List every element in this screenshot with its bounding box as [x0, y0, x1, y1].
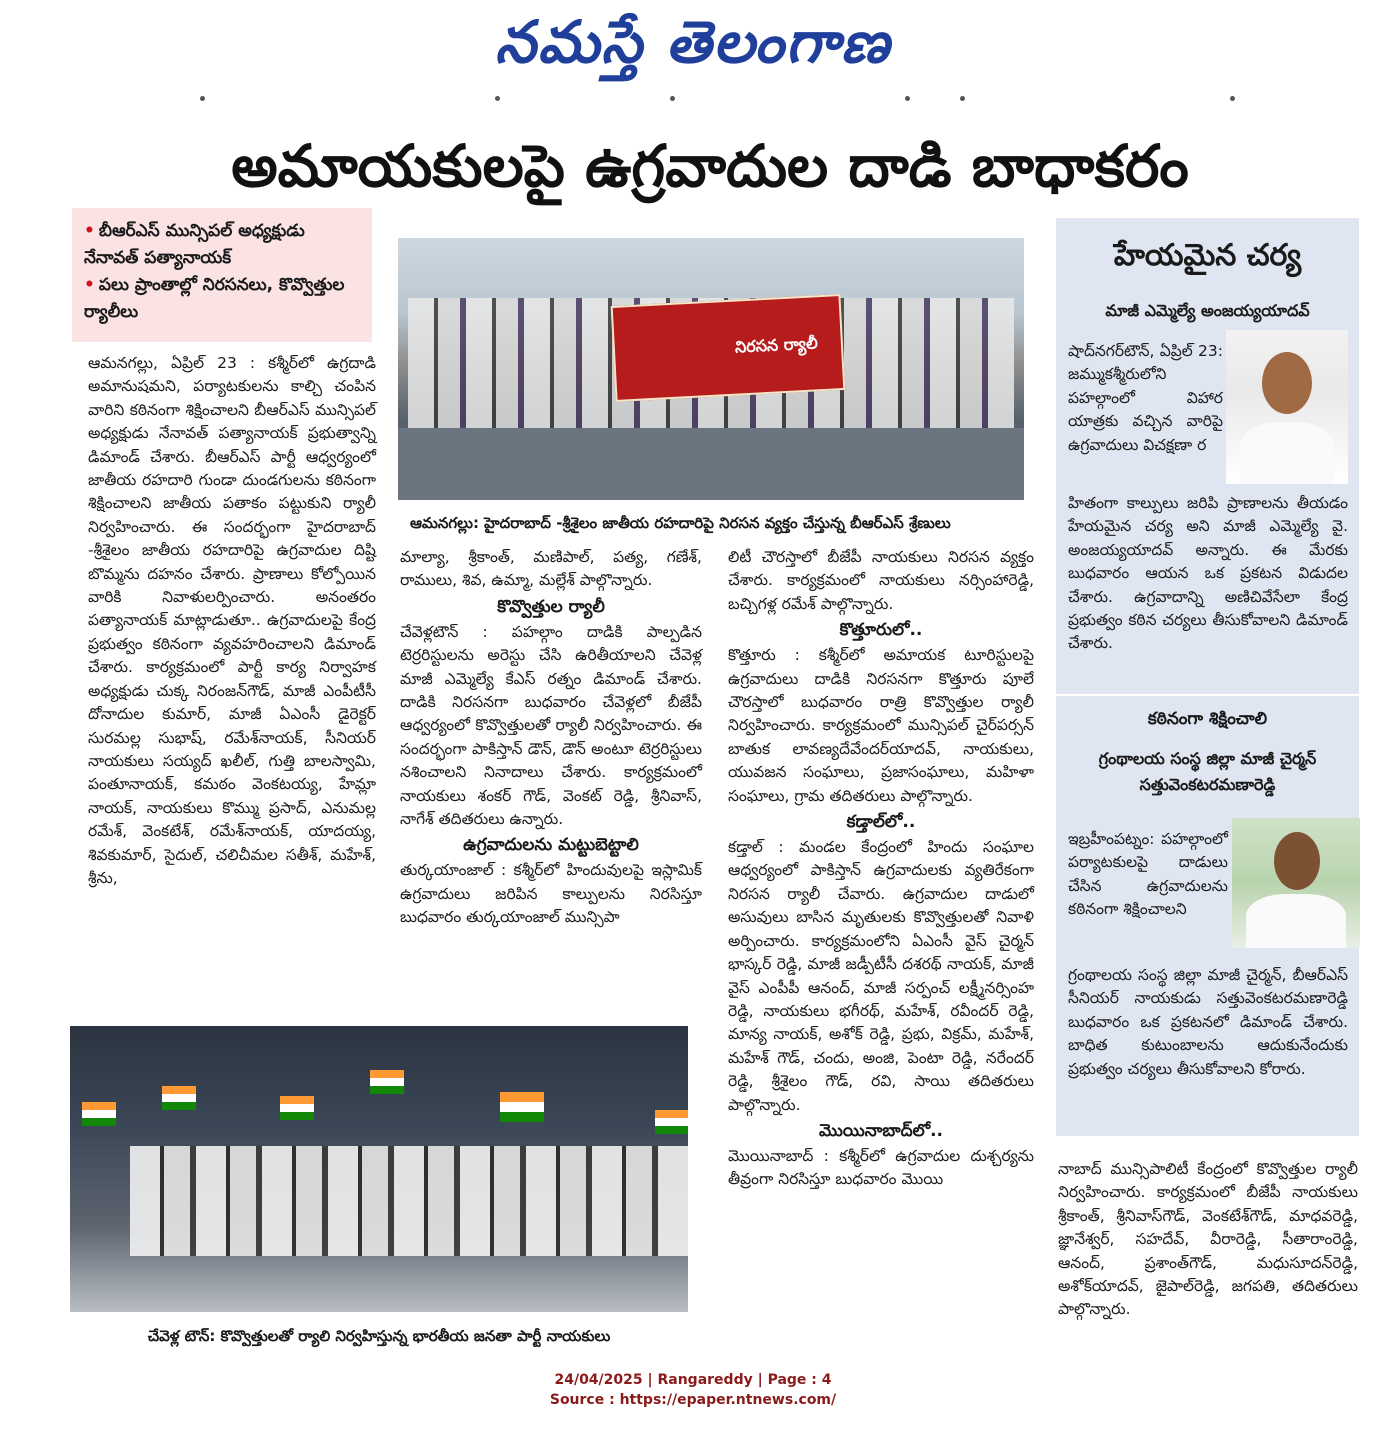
headline: అమాయకులపై ఉగ్రవాదుల దాడి బాధాకరం — [231, 132, 1189, 200]
sidebar-byline-2: గ్రంథాలయ సంస్థ జిల్లా మాజీ చైర్మన్ సత్తువెంకటరమణారెడ్డి — [1098, 749, 1317, 794]
column-2-intro: మాల్యా, శ్రీకాంత్, మణిపాల్, పత్య, గణేశ్, రాములు, శివ, ఉమ్మా, మల్లేశ్ పాల్గొన్నారు. — [400, 548, 702, 590]
photo1-caption: ఆమనగల్లు: హైదరాబాద్ -శ్రీశైలం జాతీయ రహదారిపై నిరసన వ్యక్తం చేస్తున్న బీఆర్ఎస్ శ్రేణులు — [410, 514, 951, 532]
bullet-icon: • — [84, 275, 95, 295]
photo2-caption: చేవెళ్ల టౌన్: కొవ్వొత్తులతో ర్యాలి నిర్వహిస్తున్న భారతీయ జనతా పార్టీ నాయకులు — [147, 1327, 611, 1345]
column-3 — [728, 546, 1034, 1192]
crowd-figure — [130, 1146, 688, 1256]
footer-source: Source : https://epaper.ntnews.com/ — [549, 1392, 837, 1408]
subhead-kothur: కొత్తూరులో.. — [839, 620, 923, 641]
masthead — [0, 0, 1386, 90]
road — [398, 428, 1024, 500]
flag — [280, 1096, 314, 1120]
subhead-candle-rally: కొవ్వొత్తుల ర్యాలీ — [497, 596, 605, 617]
column-1-article: ఆమనగల్లు, ఏప్రిల్ 23 : కశ్మీర్‌లో ఉగ్రదాడి అమానుషమని, పర్యాటకులను కాల్చి చంపిన వారిని కఠినంగా శిక్షించాలని బీఆర్ఎస్ మున్సిపల్ అధ్యక్షుడు నేనావత్ పత్యానాయక్ ప్రభుత్వాన్ని డిమాండ్ చేశారు. బీఆర్ఎస్ పార్టీ ఆధ్వర్యంలో జాతీయ రహదారి గుండా దుండగులను కఠినంగా శిక్షించాలని జాతీయ పతాకం పట్టుకుని ర్యాలీ నిర్వహించారు. ఈ సందర్భంగా హైదరాబాద్ -శ్రీశైలం జాతీయ రహదారిపై ఉగ్రవాదుల దిష్టి బొమ్మను దహనం చేశారు. ప్రాణాలు కోల్పోయిన వారికి నివాళులర్పించారు. అనంతరం పత్యానాయక్ మాట్లాడుతూ.. ఉగ్రవాదులపై కేంద్ర ప్రభుత్వం కఠినంగా వ్యవహరించాలని డిమాండ్ చేశారు. కార్యక్రమంలో పార్టీ కార్య నిర్వాహక అధ్యక్షుడు చుక్క నిరంజన్‌గౌడ్, మాజీ ఎంపీటీసీ దోనాదుల కుమార్, మాజీ ఏఎంసీ డైరెక్టర్ సురమల్ల సుభాష్, రమేశ్‌నాయక్, సీనియర్ నాయకులు సయ్యద్ ఖలీల్, గుత్తి బాలస్వామి, పంతూనాయక్, కమఠం వెంకటయ్య, హేమ్లా నాయక్, నాయకులు కొమ్ము ప్రసాద్, ఎనుమల్ల రమేశ్, వెంకటేశ్, రమేశ్‌నాయక్, యాదయ్య, శివకుమార్, సైదుల్, చలిచీమల సతీశ్, మహేశ్, శ్రీను, — [88, 354, 376, 887]
column-2 — [400, 546, 702, 930]
masthead-divider — [150, 96, 1240, 102]
page-footer — [0, 1370, 1386, 1410]
protest-banner: నిరసన ర్యాలీ — [611, 294, 846, 402]
masthead-title: నమస్తే తెలంగాణ — [495, 8, 891, 76]
sidebar-byline: మాజీ ఎమ్మెల్యే అంజయ్యయాదవ్ — [1105, 301, 1310, 320]
flag — [500, 1092, 544, 1122]
flag — [82, 1102, 116, 1126]
portrait-photo-venkataramana-reddy — [1232, 818, 1360, 948]
article-kothur: కొత్తూరు : కశ్మీర్‌లో అమాయక టూరిస్టులపై ఉగ్రవాదులు దాడికి నిరసనగా కొత్తూరు పూలే చౌరస్తాలో బుధవారం రాత్రి కొవ్వొత్తుల ర్యాలీ నిర్వహించారు. కార్యక్రమంలో మున్సిపల్ చైర్‌పర్సన్ బాతుక లావణ్యదేవేందర్‌యాదవ్, నాయకులు, యువజన సంఘాలు, ప్రజాసంఘాలు, మహిళా సంఘాలు, గ్రామ తదితరులు పాల్గొన్నారు. — [728, 646, 1034, 805]
candle-rally-photo — [70, 1026, 688, 1312]
sidebar-article2-part1: ఇబ్రహీంపట్నం: పహల్గాంలో పర్యాటకులపై దాడులు చేసిన ఉగ్రవాదులను కఠినంగా శిక్షించాలని — [1068, 830, 1228, 919]
sidebar-title-2: కఠినంగా శిక్షించాలి — [1147, 709, 1268, 729]
article-kadthal: కడ్తాల్ : మండల కేంద్రంలో హిందు సంఘాల ఆధ్వర్యంలో పాకిస్తాన్ ఉగ్రవాదులకు వ్యతిరేకంగా నిరసన ర్యాలీ చేవారు. ఉగ్రవాదుల దాడులో అసువులు బాసిన మృతులకు కొవ్వొత్తులతో నివాళి అర్పించారు. కార్యక్రమంలోని ఏఎంసీ వైస్ చైర్మన్ భాస్కర్ రెడ్డి, మాజీ జడ్పీటీసీ దశరథ్ నాయక్, మాజీ వైస్ ఎంపీపీ ఆనంద్, మాజీ సర్పంచ్ లక్ష్మీనర్సింహ రెడ్డి, నాయకులు భగీరథ్, మహేశ్, రవీందర్ రెడ్డి, మాన్య నాయక్, అశోక్ రెడ్డి, ప్రభు, విక్రమ్, మహేశ్, మహేశ్ గౌడ్, చందు, అంజి, పెంటా రెడ్డి, నరేందర్ రెడ్డి, శ్రీశైలం గౌడ్, రవి, సాయి తదితరులు పాల్గొన్నారు. — [728, 838, 1034, 1114]
sidebar-divider — [1056, 694, 1359, 696]
column-4-article-continued: నాబాద్ మున్సిపాలిటీ కేంద్రంలో కొవ్వొత్తుల ర్యాలీ నిర్వహించారు. కార్యక్రమంలో బీజేపీ నాయకులు శ్రీకాంత్, శ్రీనివాస్‌గౌడ్, వెంకటేశ్‌గౌడ్, మాధవరెడ్డి, జ్ఞానేశ్వర్, సహదేవ్, వీరారెడ్డి, సీతారాంరెడ్డి, ఆనంద్, ప్రశాంత్‌గౌడ్, మధుసూదన్‌రెడ్డి, అశోక్‌యాదవ్, జైపాల్‌రెడ్డి, జగపతి, తదితరులు పాల్గొన్నారు. — [1058, 1160, 1358, 1319]
portrait-photo-anjaiah-yadav — [1226, 330, 1348, 484]
flag — [162, 1086, 196, 1110]
flag — [370, 1070, 404, 1094]
sidebar-article-part1: షాద్‌నగర్‌టౌన్, ఏప్రిల్ 23: జమ్ముకశ్మీరులోని పహల్గాంలో విహార యాత్రకు వచ్చిన వారిపై ఉగ్రవాదులు విచక్షణా ర — [1068, 342, 1223, 454]
highlight-item: • బీఆర్ఎస్ మున్సిపల్ అధ్యక్షుడు నేనావత్ పత్యానాయక్ — [84, 221, 305, 268]
highlight-item: • పలు ప్రాంతాల్లో నిరసనలు, కొవ్వొత్తుల ర్యాలీలు — [84, 275, 345, 322]
flag — [655, 1110, 688, 1134]
subhead-kadthal: కడ్తాల్‌లో.. — [846, 812, 916, 833]
sidebar-title: హేయమైన చర్య — [1113, 238, 1302, 273]
bullet-icon: • — [84, 221, 95, 241]
subhead-moinabad: మొయినాబాద్‌లో.. — [818, 1120, 944, 1141]
sidebar-article2-part2: గ్రంథాలయ సంస్థ జిల్లా మాజీ చైర్మన్, బీఆర్ఎస్ సీనియర్ నాయకుడు సత్తువెంకటరమణారెడ్డి బుధవారం ఒక ప్రకటనలో డిమాండ్ చేశారు. బాధిత కుటుంబాలను ఆదుకునేందుకు ప్రభుత్వం చర్యలు తీసుకోవాలని కోరారు. — [1068, 966, 1348, 1078]
subhead-terrorists: ఉగ్రవాదులను మట్టుబెట్టాలి — [463, 835, 639, 856]
column-3-intro: లిటీ చౌరస్తాలో బీజేపీ నాయకులు నిరసన వ్యక్తం చేశారు. కార్యక్రమంలో నాయకులు నర్సింహారెడ్డి, బచ్చిగళ్ల రమేశ్ పాల్గొన్నారు. — [728, 548, 1034, 613]
sidebar-article-part2: హితంగా కాల్పులు జరిపి ప్రాణాలను తీయడం హేయమైన చర్య అని మాజీ ఎమ్మెల్యే వై. అంజయ్యయాదవ్ అన్నారు. ఈ మేరకు బుధవారం ఆయన ఒక ప్రకటన విడుదల చేశారు. ఉగ్రవాదాన్ని అణిచివేసేలా కేంద్ర ప్రభుత్వం కఠిన చర్యలు తీసుకోవాలని డిమాండ్ చేశారు. — [1068, 494, 1348, 653]
protest-photo — [398, 238, 1024, 500]
footer-date-edition: 24/04/2025 | Rangareddy | Page : 4 — [554, 1372, 832, 1388]
article-chevella: చేవెళ్లటౌన్ : పహల్గాం దాడికి పాల్పడిన టెర్రరిస్టులను అరెస్టు చేసి ఉరితీయాలని చేవెళ్ల మాజీ ఎమ్మెల్యే కేఎస్ రత్నం డిమాండ్ చేశారు. దాడికి నిరసనగా బుధవారం చేవెళ్లలో బీజేపీ ఆధ్వర్యంలో కొవ్వొత్తులతో ర్యాలీ నిర్వహించారు. ఈ సందర్భంగా పాకిస్తాన్ డౌన్, డౌన్ అంటూ టెర్రరిస్టులు నశించాలని నినాదాలు చేశారు. కార్యక్రమంలో నాయకులు శంకర్ గౌడ్, వెంకట్ రెడ్డి, శ్రీనివాస్, నాగేశ్ తదితరులు ఉన్నారు. — [400, 622, 702, 829]
article-moinabad: మొయినాబాద్ : కశ్మీర్‌లో ఉగ్రవాదుల దుశ్చర్యను తీవ్రంగా నిరసిస్తూ బుధవారం మొయి — [728, 1146, 1034, 1189]
article-turkayamjal: తుర్కయాంజాల్ : కశ్మీర్‌లో హిందువులపై ఇస్లామిక్ ఉగ్రవాదులు జరిపిన కాల్పులను నిరసిస్తూ బుధవారం తుర్కయాంజాల్ మున్సిపా — [400, 861, 702, 927]
highlight-box — [72, 208, 372, 342]
